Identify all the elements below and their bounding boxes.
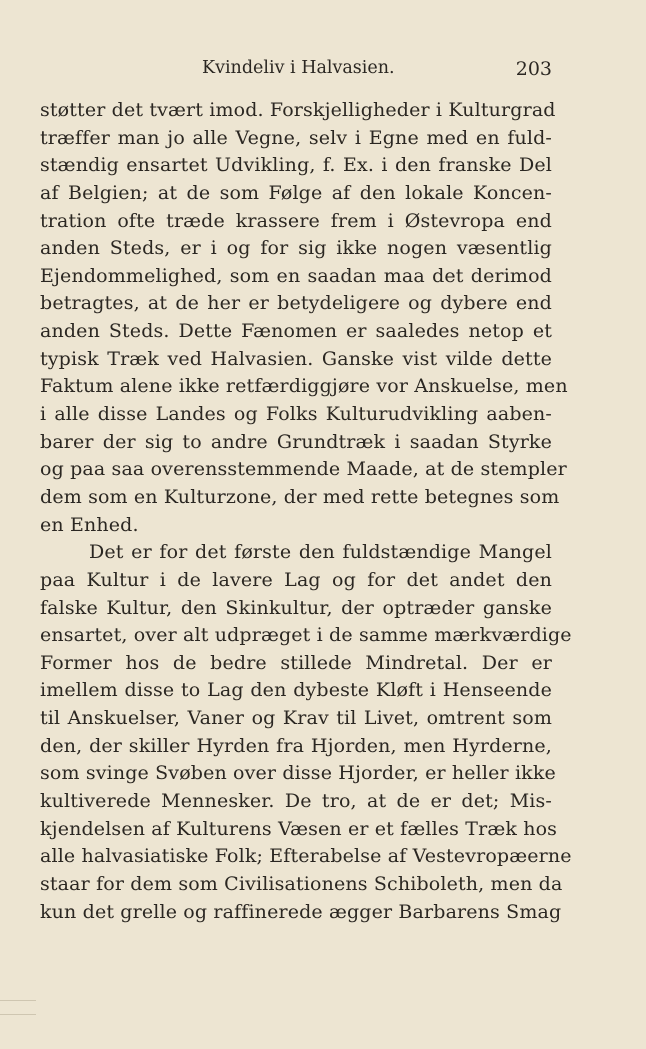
paragraph-end-line: en Enhed. <box>40 513 139 536</box>
text-line: paa Kultur i de lavere Lag og for det andet den <box>40 568 552 591</box>
paragraph-start-line: Det er for det første den fuldstændige Mangel <box>89 541 552 564</box>
text-line: i alle disse Landes og Folks Kulturudvikling aaben- <box>40 403 552 426</box>
text-line: stændig ensartet Udvikling, f. Ex. i den franske Del <box>40 154 552 177</box>
text-line: kjendelsen af Kulturens Væsen er et fælles Træk hos <box>40 817 558 840</box>
text-line: dem som en Kulturzone, der med rette betegnes som <box>40 485 560 508</box>
text-line: kultiverede Mennesker. De tro, at de er det; Mis- <box>40 790 552 813</box>
text-line: betragtes, at de her er betydeligere og dybere end <box>40 292 552 315</box>
body-text <box>40 97 572 926</box>
page-header <box>0 58 646 86</box>
text-line: falske Kultur, den Skinkultur, der optræder ganske <box>40 596 552 619</box>
text-line: Ejendommelighed, som en saadan maa det derimod <box>40 264 552 287</box>
text-line: ensartet, over alt udpræget i de samme mærkværdige <box>40 624 572 647</box>
text-line: støtter det tvært imod. Forskjelligheder i Kulturgrad <box>40 99 556 121</box>
text-line: typisk Træk ved Halvasien. Ganske vist vilde dette <box>40 347 552 370</box>
text-line: Faktum alene ikke retfærdiggjøre vor Anskuelse, men <box>40 375 568 398</box>
text-line: træffer man jo alle Vegne, selv i Egne med en fuld- <box>40 126 552 149</box>
text-line: af Belgien; at de som Følge af den lokale Koncen- <box>40 181 552 204</box>
text-line: staar for dem som Civilisationens Schiboleth, men da <box>40 872 563 895</box>
text-line: til Anskuelser, Vaner og Krav til Livet, omtrent som <box>40 707 552 730</box>
margin-rule <box>0 1000 36 1001</box>
text-line: anden Steds, er i og for sig ikke nogen væsentlig <box>40 237 552 260</box>
text-line: alle halvasiatiske Folk; Efterabelse af Vestevropæerne <box>40 845 572 868</box>
text-line: anden Steds. Dette Fænomen er saaledes netop et <box>40 320 552 343</box>
text-line: som svinge Svøben over disse Hjorder, er heller ikke <box>40 762 556 785</box>
margin-rule <box>0 1014 36 1015</box>
text-line: tration ofte træde krassere frem i Østevropa end <box>40 209 552 232</box>
text-line: Former hos de bedre stillede Mindretal. Der er <box>40 651 552 674</box>
text-line: og paa saa overensstemmende Maade, at de stempler <box>40 458 567 481</box>
text-line: barer der sig to andre Grundtræk i saadan Styrke <box>40 430 552 453</box>
text-line: den, der skiller Hyrden fra Hjorden, men Hyrderne, <box>40 734 552 757</box>
text-line: imellem disse to Lag den dybeste Kløft i Henseende <box>40 679 552 702</box>
running-title: Kvindeliv i Halvasien. <box>202 58 395 78</box>
page-number: 203 <box>515 58 552 80</box>
text-line: kun det grelle og raffinerede ægger Barbarens Smag <box>40 900 562 923</box>
